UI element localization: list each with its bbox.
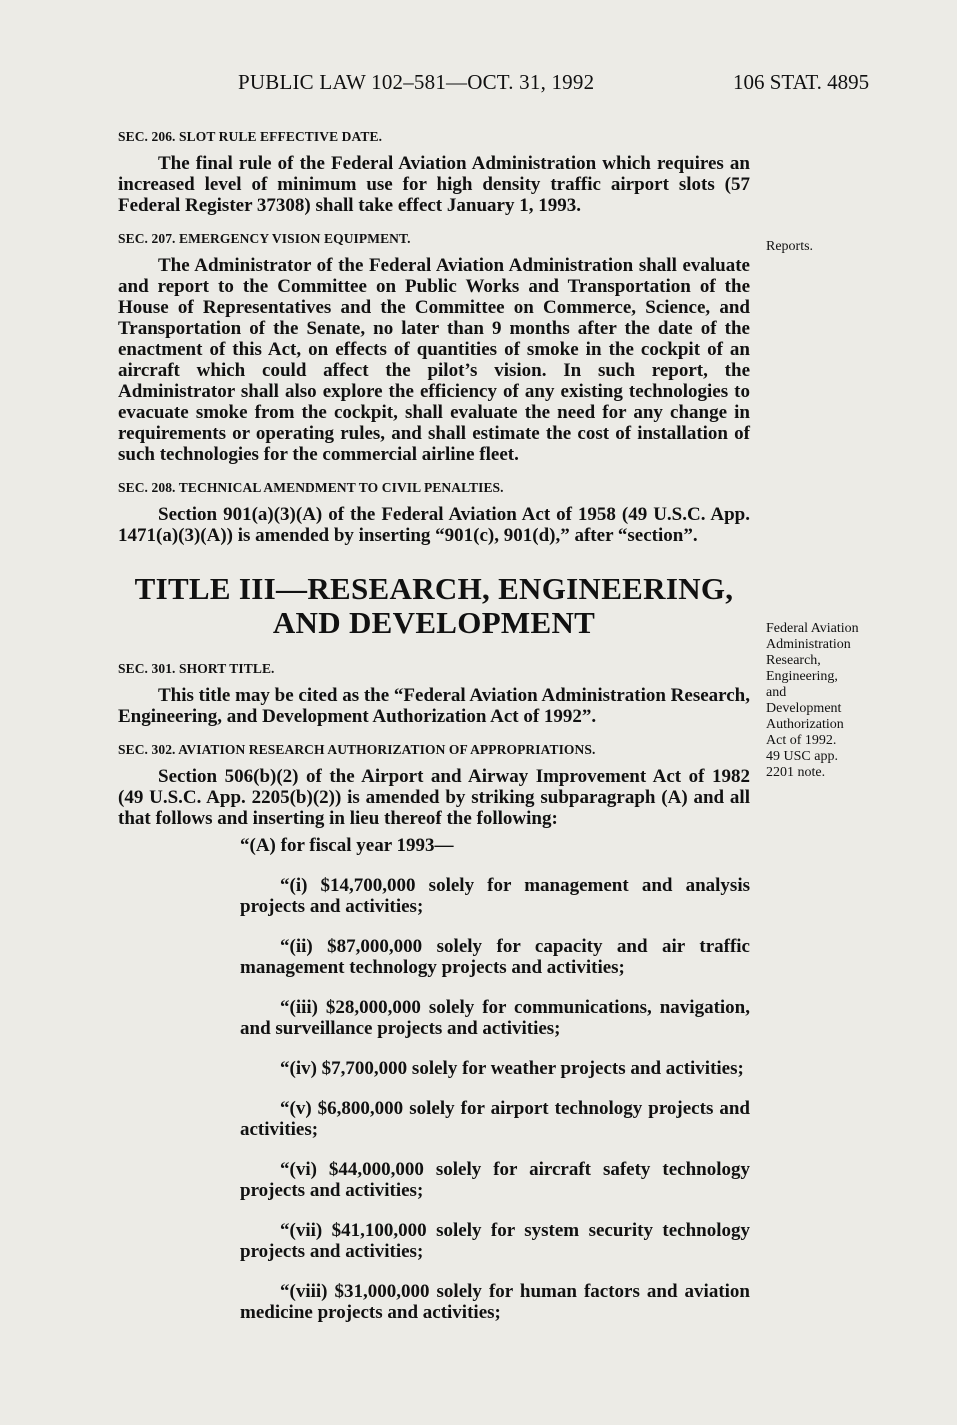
section-208-heading: SEC. 208. TECHNICAL AMENDMENT TO CIVIL PENALTIES. [118,480,504,495]
list-item: “(vi) $44,000,000 solely for aircraft safety technology projects and activities; [240,1159,750,1201]
section-301-heading: SEC. 301. SHORT TITLE. [118,661,275,676]
margin-note-line: and [766,685,787,700]
page-header-title: PUBLIC LAW 102–581—OCT. 31, 1992 [238,70,595,94]
section-207-heading: SEC. 207. EMERGENCY VISION EQUIPMENT. [118,231,411,246]
list-item: “(vii) $41,100,000 solely for system security technology projects and activities; [240,1220,750,1262]
section-206-heading: SEC. 206. SLOT RULE EFFECTIVE DATE. [118,129,383,144]
margin-note-line: Federal Aviation [766,621,859,636]
margin-note-line: Authorization [766,717,844,732]
section-302-heading: SEC. 302. AVIATION RESEARCH AUTHORIZATION OF APPROPRIATIONS. [118,742,596,757]
list-item: “(i) $14,700,000 solely for management and analysis projects and activities; [240,875,750,917]
margin-note-faa-act [766,621,859,781]
section-207-text: The Administrator of the Federal Aviation Administration shall evaluate and report to the Committee on Public Works and Transportation of the House of Representatives and the Committee on Commerce, Science, and Transportation of the Senate, no later than 9 months after the date of the enactment of this Act, on effects of quantities of smoke in the cockpit of an aircraft which could affect the pilot’s vision. In such report, the Administrator shall also explore the efficiency of any existing technologies to evacuate smoke from the cockpit, shall evaluate the need for any change in requirements or operating rules, and shall estimate the cost of installation of such technologies for the commercial airline fleet. [118,255,750,465]
title-iii-line-1: TITLE III—RESEARCH, ENGINEERING, [134,571,734,606]
list-item: “(ii) $87,000,000 solely for capacity and air traffic management technology projects and activities; [240,936,750,978]
margin-note-line: 49 USC app. [766,749,838,764]
appropriation-list [118,875,750,1323]
list-item: “(iii) $28,000,000 solely for communications, navigation, and surveillance projects and activities; [240,997,750,1039]
list-item: “(viii) $31,000,000 solely for human factors and aviation medicine projects and activities; [240,1281,750,1323]
list-item: “(v) $6,800,000 solely for airport technology projects and activities; [240,1098,750,1140]
margin-note-reports: Reports. [766,239,814,254]
section-302-text: Section 506(b)(2) of the Airport and Airway Improvement Act of 1982 (49 U.S.C. App. 2205(b)(2)) is amended by striking subparagraph (A) and all that follows and inserting in lieu thereof the following: [118,766,750,829]
section-208-text: Section 901(a)(3)(A) of the Federal Aviation Act of 1958 (49 U.S.C. App. 1471(a)(3)(A)) is amended by inserting “901(c), 901(d),” after “section”. [118,504,750,546]
subparagraph-a: “(A) for fiscal year 1993— [240,835,454,856]
list-item: “(iv) $7,700,000 solely for weather projects and activities; [280,1058,744,1079]
margin-note-line: Development [766,701,842,716]
page-header-stat: 106 STAT. 4895 [733,70,870,94]
document-body [118,118,750,1342]
section-301-text: This title may be cited as the “Federal Aviation Administration Research, Engineering, and Development Authorization Act of 1992”. [118,685,750,727]
margin-note-line: 2201 note. [766,765,826,780]
margin-note-line: Engineering, [766,669,838,684]
margin-note-line: Research, [766,653,821,668]
margin-note-line: Act of 1992. [766,733,837,748]
section-206-text: The final rule of the Federal Aviation Administration which requires an increased level of minimum use for high density traffic airport slots (57 Federal Register 37308) shall take effect January 1, 1993. [118,153,750,216]
title-iii-line-2: AND DEVELOPMENT [272,605,596,640]
margin-note-line: Administration [766,637,851,652]
title-iii-heading [118,572,750,640]
